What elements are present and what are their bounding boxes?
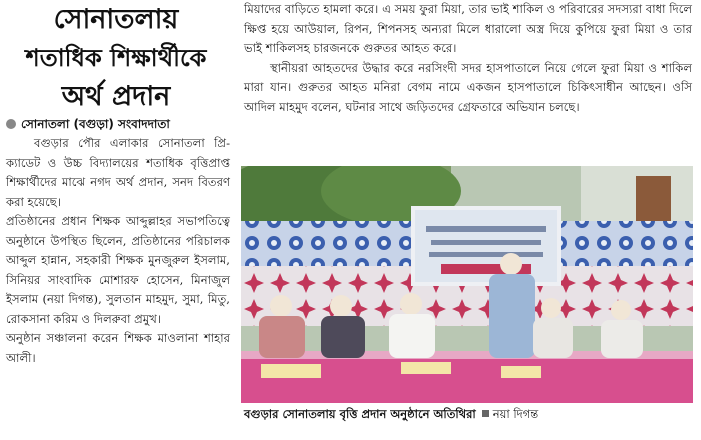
headline-line-2: শতাধিক শিক্ষার্থীকে <box>25 44 207 72</box>
article-paragraph: স্থানীয়রা আহতদের উদ্ধার করে নরসিংদী সদর হাসপাতালে নিয়ে গেলে ফুরা মিয়া ও শাকিল মারা যান। গুরুতর আহত মনিরা বেগম নামে একজন হাসপাতালে চিকিৎসাধীন আছেন। ওসি আদিল মাহমুদ বলেন, ঘটনার সাথে জড়িতদের গ্রেফতারে অভিযান চলছে। <box>244 60 692 114</box>
byline <box>6 116 234 136</box>
article-body-right <box>244 0 692 117</box>
news-photo <box>241 166 693 403</box>
headline-line-3: অর্থ প্রদান <box>61 81 171 112</box>
photo-credit: নয়া দিগন্ত <box>492 407 539 421</box>
photo-caption <box>244 406 692 425</box>
byline-text: সোনাতলা (বগুড়া) সংবাদদাতা <box>21 117 170 131</box>
bullet-icon <box>6 119 16 129</box>
article-body-left <box>6 134 230 368</box>
article-paragraph: প্রতিষ্ঠানের প্রধান শিক্ষক আব্দুল্লাহর সভাপতিত্বে অনুষ্ঠানে উপস্থিত ছিলেন, প্রতিষ্ঠানের পরিচালক আব্দুল হান্নান, সহকারী শিক্ষক মুনজুরুল ইসলাম, সিনিয়র সাংবাদিক মোশারফ হোসেন, মিনাজুল ইসলাম (নয়া দিগন্ত), সুলতান মাহমুদ, সুমা, মিতু, রোকসানা করিম ও দিলরুবা প্রমুখ। <box>6 214 230 326</box>
headline-line-1: সোনাতলায় <box>53 4 179 35</box>
photo-illustration <box>241 166 693 403</box>
article-paragraph: অনুষ্ঠান সঞ্চালনা করেন শিক্ষক মাওলানা শাহার আলী। <box>6 331 230 365</box>
caption-text: বগুড়ার সোনাতলায় বৃত্তি প্রদান অনুষ্ঠানে অতিথিরা <box>244 407 476 421</box>
headline <box>0 0 232 116</box>
article-paragraph: মিয়াদের বাড়িতে হামলা করে। এ সময় ফুরা মিয়া, তার ভাই শাকিল ও পরিবারের সদস্যরা বাধা দিলে ক্ষিপ্ত হয়ে আউয়াল, রিপন, শিপনসহ অন্যরা মিলে ধারালো অস্ত্র দিয়ে কুপিয়ে ফুরা মিয়া ও তার ভাই শাকিলসহ চারজনকে গুরুতর আহত করে। <box>244 2 692 55</box>
square-bullet-icon <box>482 410 489 417</box>
article-paragraph: বগুড়ার পৌর এলাকার সোনাতলা প্রি-ক্যাডেট ও উচ্চ বিদ্যালয়ের শতাধিক বৃত্তিপ্রাপ্ত শিক্ষার্থীদের মাঝে নগদ অর্থ প্রদান, সনদ বিতরণ করা হয়েছে। <box>6 136 230 209</box>
